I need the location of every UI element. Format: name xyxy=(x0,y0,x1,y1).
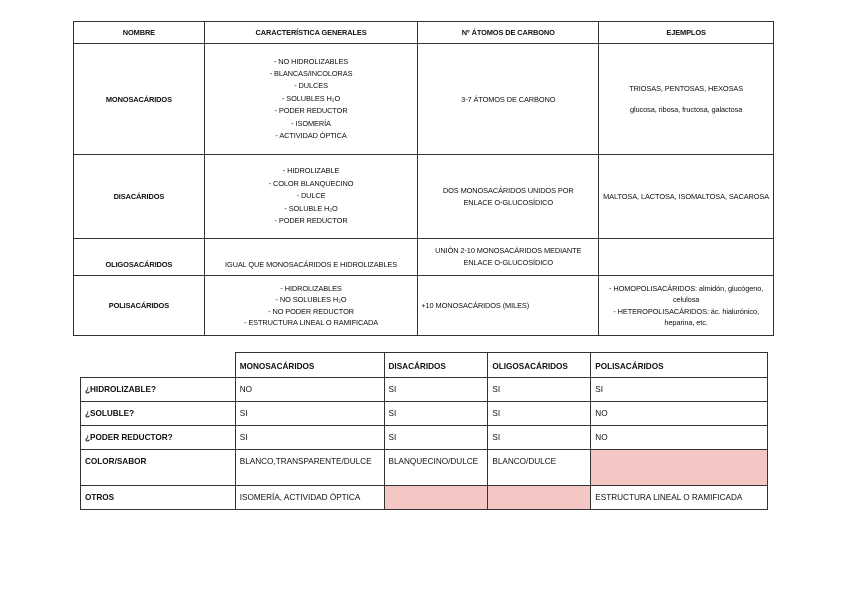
table-cell: SI xyxy=(235,426,384,450)
list-item: - NO HIDROLIZABLES xyxy=(205,56,418,68)
table-row xyxy=(81,402,768,426)
comparison-table xyxy=(80,352,768,510)
table-row xyxy=(74,44,774,155)
header-cell: EJEMPLOS xyxy=(599,22,774,44)
table-cell-highlighted xyxy=(488,486,591,510)
example-line: glucosa, ribosa, fructosa, galactosa xyxy=(629,105,743,114)
carbon-count-text: UNIÓN 2-10 MONOSACÁRIDOS MEDIANTE ENLACE O-GLUCOSÍDICO xyxy=(435,246,582,267)
table-cell: NO xyxy=(235,378,384,402)
characteristics-cell xyxy=(204,276,418,336)
table-row xyxy=(81,450,768,486)
row-label: ¿PODER REDUCTOR? xyxy=(81,426,236,450)
list-item: - DULCES xyxy=(205,80,418,92)
header-cell: Nº ÁTOMOS DE CARBONO xyxy=(418,22,599,44)
table-row xyxy=(81,486,768,510)
table-cell: SI xyxy=(235,402,384,426)
table-cell: SI xyxy=(488,402,591,426)
header-cell: CARACTERÍSTICA GENERALES xyxy=(204,22,418,44)
list-item: - SOLUBLES H₂O xyxy=(205,93,418,105)
header-cell: DISACÁRIDOS xyxy=(384,353,488,378)
row-name: OLIGOSACÁRIDOS xyxy=(74,239,205,276)
table-cell-highlighted xyxy=(384,486,488,510)
examples-cell xyxy=(599,239,774,276)
list-item: - ESTRUCTURA LINEAL O RAMIFICADA xyxy=(205,317,418,329)
example-line: - HOMOPOLISACÁRIDOS: almidón, glucógeno, celulosa xyxy=(609,283,764,304)
list-item: - HIDROLIZABLE xyxy=(205,165,418,177)
list-item: - PODER REDUCTOR xyxy=(205,215,418,227)
characteristics-cell xyxy=(204,155,418,239)
table-cell: NO xyxy=(591,426,768,450)
header-cell: OLIGOSACÁRIDOS xyxy=(488,353,591,378)
table-cell: BLANCO,TRANSPARENTE/DULCE xyxy=(235,450,384,486)
table-cell: SI xyxy=(384,378,488,402)
table-row xyxy=(74,239,774,276)
table-cell: BLANQUECINO/DULCE xyxy=(384,450,488,486)
list-item: - PODER REDUCTOR xyxy=(205,105,418,117)
characteristics-cell: IGUAL QUE MONOSACÁRIDOS E HIDROLIZABLES xyxy=(204,239,418,276)
list-item: - DULCE xyxy=(205,190,418,202)
table-row xyxy=(81,426,768,450)
header-cell: NOMBRE xyxy=(74,22,205,44)
example-line: TRIOSAS, PENTOSAS, HEXOSAS xyxy=(629,84,744,93)
table-cell: SI xyxy=(488,378,591,402)
examples-cell xyxy=(599,44,774,155)
list-item: - BLANCAS/INCOLORAS xyxy=(205,68,418,80)
table-cell: ISOMERÍA, ACTIVIDAD ÓPTICA xyxy=(235,486,384,510)
row-name: MONOSACÁRIDOS xyxy=(74,44,205,155)
list-item: - NO PODER REDUCTOR xyxy=(205,306,418,318)
row-label: COLOR/SABOR xyxy=(81,450,236,486)
examples-cell: MALTOSA, LACTOSA, ISOMALTOSA, SACAROSA xyxy=(599,155,774,239)
table-cell: SI xyxy=(384,426,488,450)
row-label: OTROS xyxy=(81,486,236,510)
table-cell: BLANCO/DULCE xyxy=(488,450,591,486)
table-row xyxy=(74,276,774,336)
row-name: DISACÁRIDOS xyxy=(74,155,205,239)
list-item: - SOLUBLE H₂O xyxy=(205,203,418,215)
carbohydrates-summary-table xyxy=(73,21,774,336)
list-item: - COLOR BLANQUECINO xyxy=(205,178,418,190)
list-item: - HIDROLIZABLES xyxy=(205,283,418,295)
row-name: POLISACÁRIDOS xyxy=(74,276,205,336)
list-item: - ISOMERÍA xyxy=(205,118,418,130)
carbon-count-cell xyxy=(418,239,599,276)
carbon-count-cell: +10 MONOSACÁRIDOS (MILES) xyxy=(418,276,599,336)
row-label: ¿SOLUBLE? xyxy=(81,402,236,426)
characteristics-cell xyxy=(204,44,418,155)
header-cell: POLISACÁRIDOS xyxy=(591,353,768,378)
row-label: ¿HIDROLIZABLE? xyxy=(81,378,236,402)
examples-cell xyxy=(599,276,774,336)
carbon-count-cell xyxy=(418,155,599,239)
table-cell: SI xyxy=(488,426,591,450)
carbon-count-text: DOS MONOSACÁRIDOS UNIDOS POR ENLACE O-GLUCOSÍDICO xyxy=(442,185,574,207)
table-cell: SI xyxy=(591,378,768,402)
table-header-row xyxy=(74,22,774,44)
table-header-row xyxy=(81,353,768,378)
list-item: - ACTIVIDAD ÓPTICA xyxy=(205,130,418,142)
example-line: - HETEROPOLISACÁRIDOS: ác. hialurónico, heparina, etc. xyxy=(613,306,759,327)
carbon-count-cell: 3-7 ÁTOMOS DE CARBONO xyxy=(418,44,599,155)
table-cell: NO xyxy=(591,402,768,426)
table-cell-highlighted xyxy=(591,450,768,486)
table-row xyxy=(74,155,774,239)
header-cell: MONOSACÁRIDOS xyxy=(235,353,384,378)
table-cell: ESTRUCTURA LINEAL O RAMIFICADA xyxy=(591,486,768,510)
list-item: - NO SOLUBLES H₂O xyxy=(205,294,418,306)
header-cell-empty xyxy=(81,353,236,378)
table-cell: SI xyxy=(384,402,488,426)
table-row xyxy=(81,378,768,402)
